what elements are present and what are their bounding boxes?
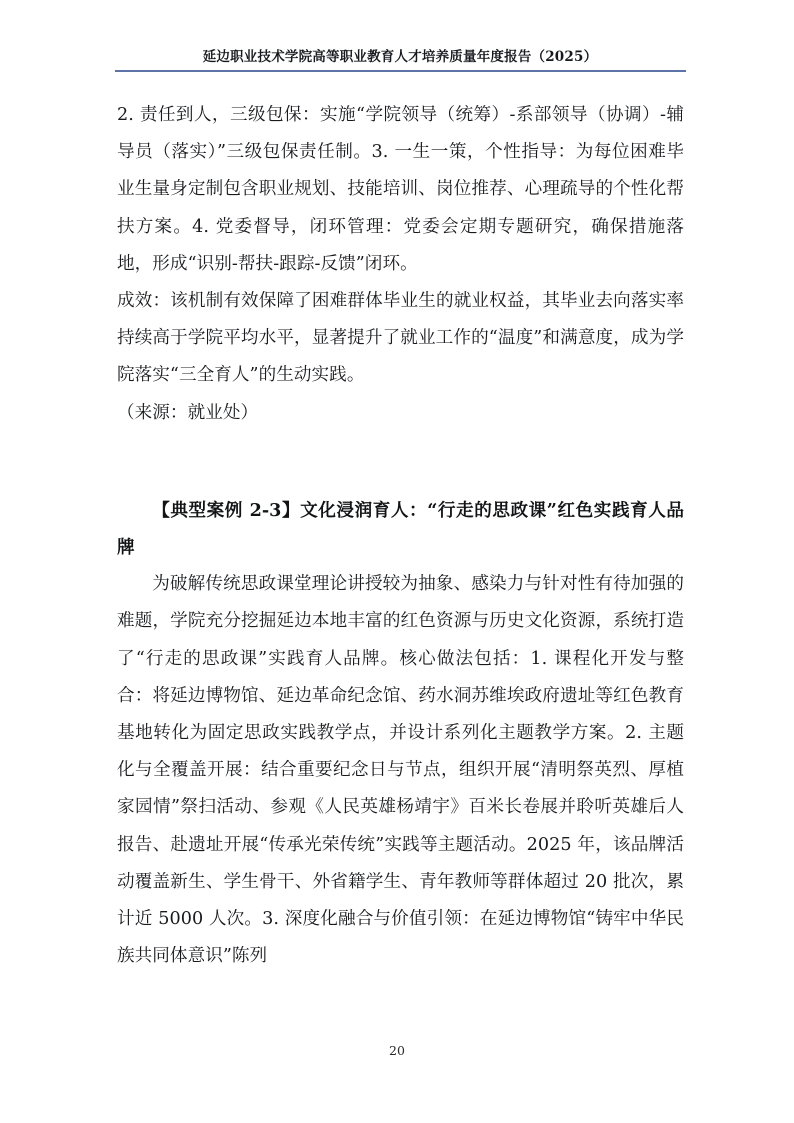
paragraph-effect: 成效：该机制有效保障了困难群体毕业生的就业权益，其毕业去向落实率持续高于学院平均水平，显著提升了就业工作的“温度”和满意度，成为学院落实“三全育人”的生动实践。 bbox=[117, 291, 684, 386]
page-footer bbox=[0, 1040, 794, 1059]
case-study-heading: 【典型案例 2-3】文化浸润育人：“行走的思政课”红色实践育人品牌 bbox=[117, 499, 684, 559]
paragraph-source: （来源：就业处） bbox=[117, 402, 259, 423]
header-rule bbox=[115, 70, 686, 72]
paragraph-measures: 2. 责任到人，三级包保：实施“学院领导（统筹）-系部领导（协调）-辅导员（落实）”三级包保责任制。3. 一生一策，个性指导：为每位困难毕业生量身定制包含职业规划、技能培训、岗位推荐、心理疏导的个性化帮扶方案。4. 党委督导，闭环管理：党委会定期专题研究，确保措施落地，形成“识别-帮扶-跟踪-反馈”闭环。 bbox=[117, 105, 684, 274]
section-spacer bbox=[117, 432, 684, 492]
header-title: 延边职业技术学院高等职业教育人才培养质量年度报告（2025） bbox=[202, 49, 598, 65]
page-number: 20 bbox=[389, 1043, 405, 1058]
paragraph-case-body: 为破解传统思政课堂理论讲授较为抽象、感染力与针对性有待加强的难题，学院充分挖掘延边本地丰富的红色资源与历史文化资源，系统打造了“行走的思政课”实践育人品牌。核心做法包括：1. 课程化开发与整合：将延边博物馆、延边革命纪念馆、药水洞苏维埃政府遗址等红色教育基地转化为固定思政实践教学点，并设计系列化主题教学方案。2. 主题化与全覆盖开展：结合重要纪念日与节点，组织开展“清明祭英烈、厚植家园情”祭扫活动、参观《人民英雄杨靖宇》百米长卷展并聆听英雄后人报告、赴遗址开展“传承光荣传统”实践等主题活动。2025 年，该品牌活动覆盖新生、学生骨干、外省籍学生、青年教师等群体超过 20 批次，累计近 5000 人次。3. 深度化融合与价值引领：在延边博物馆“铸牢中华民族共同体意识”陈列 bbox=[117, 574, 684, 967]
document-body bbox=[117, 97, 684, 975]
running-header bbox=[117, 48, 683, 72]
